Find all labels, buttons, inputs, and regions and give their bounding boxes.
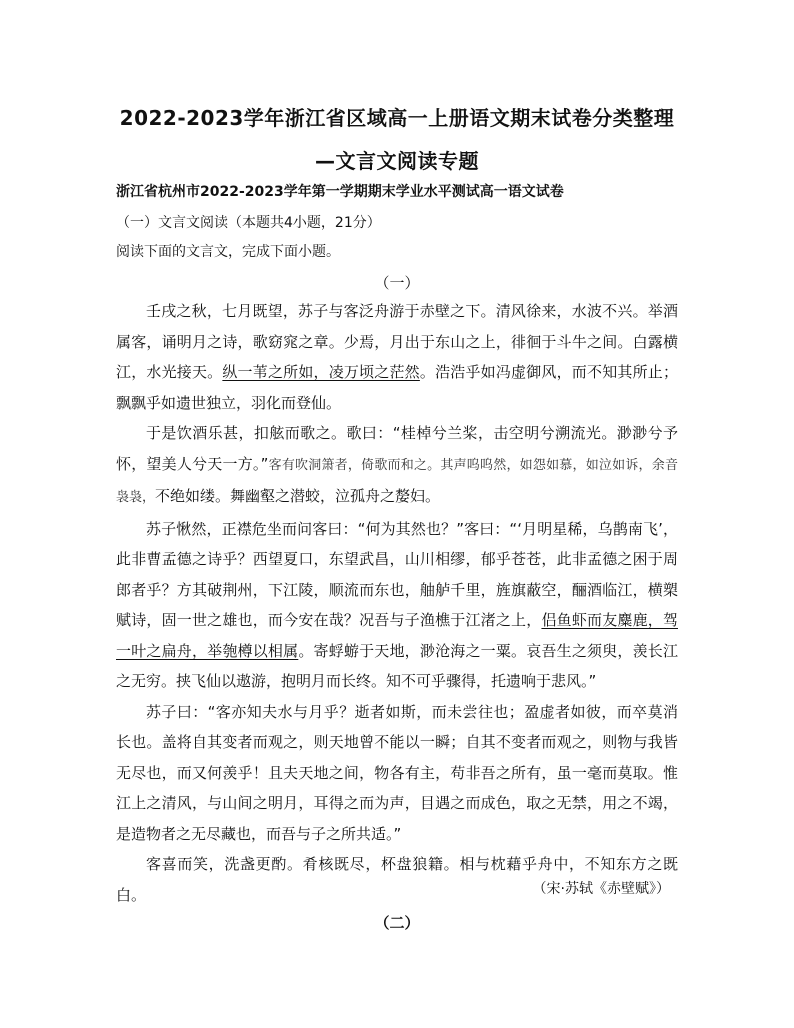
paragraph-1-text-end: 。浩浩乎如冯虚御风，而不知其所止；飘飘乎如遗世独立，羽化而登仙。 bbox=[116, 363, 678, 412]
paragraph-1-text: 壬戌之秋，七月既望，苏子与客泛舟游于赤壁之下。清风徐来，水波不兴。举酒属客，诵明月之诗，歌窈窕之章。少焉，月出于东山之上，徘徊于斗牛之间。白露横江，水光接天。 bbox=[116, 302, 678, 381]
exam-source: 浙江省杭州市2022-2023学年第一学期期末学业水平测试高一语文试卷 bbox=[116, 184, 564, 200]
part-one-heading: （一） bbox=[374, 274, 420, 292]
attribution: （宋·苏轼《赤壁赋》） bbox=[532, 881, 670, 897]
paragraph-5: 客喜而笑，洗盏更酌。肴核既尽，杯盘狼籍。相与枕藉乎舟中，不知东方之既白。 bbox=[116, 855, 678, 904]
paragraph-2-text: 于是饮酒乐甚，扣舷而歌之。歌曰：“桂棹兮兰桨，击空明兮溯流光。渺渺兮予怀，望美人兮天一方。” bbox=[116, 424, 678, 473]
paragraph-4: 苏子曰：“客亦知夫水与月乎？逝者如斯，而未尝往也；盈虚者如彼，而卒莫消长也。盖将自其变者而观之，则天地曾不能以一瞬；自其不变者而观之，则物与我皆无尽也，而又何羡乎！且夫天地之间，物各有主，苟非吾之所有，虽一毫而莫取。惟江上之清风，与山间之明月，耳得之而为声，目遇之而成色，取之无禁，用之不竭，是造物者之无尽藏也，而吾与子之所共适。” bbox=[116, 702, 678, 843]
paragraph-3-text: 苏子愀然，正襟危坐而问客曰：“何为其然也？”客曰：“‘月明星稀，乌鹊南飞’，此非曹孟德之诗乎？西望夏口，东望武昌，山川相缪，郁乎苍苍，此非孟德之困于周郎者乎？方其破荆州，下江陵，顺流而东也，舳舻千里，旌旗蔽空，酾酒临江，横槊赋诗，固一世之雄也，而今安在哉？况吾与子渔樵于江渚之上， bbox=[116, 519, 678, 629]
paragraph-1 bbox=[116, 296, 678, 418]
classical-passage bbox=[116, 296, 678, 910]
section-heading: （一）文言文阅读（本题共4小题，21分） bbox=[116, 215, 381, 231]
paragraph-2-text-end: 不绝如缕。舞幽壑之潜蛟，泣孤舟之嫠妇。 bbox=[155, 487, 441, 505]
paragraph-2-small-text: 客有吹洞箫者，倚歌而和之。其声呜呜然，如怨如慕，如泣如诉，余音袅袅， bbox=[116, 457, 678, 505]
part-two-heading: （二） bbox=[374, 914, 420, 932]
paragraph-2 bbox=[116, 418, 678, 514]
paragraph-3-text-end: 。寄蜉蝣于天地，渺沧海之一粟。哀吾生之须臾，羡长江之无穷。挟飞仙以遨游，抱明月而长终。知不可乎骤得，托遗响于悲风。” bbox=[116, 641, 678, 690]
underlined-sentence-2: 侣鱼虾而友麋鹿，驾一叶之扁舟，举匏樽以相属 bbox=[116, 611, 678, 660]
paragraph-3 bbox=[116, 514, 678, 697]
instruction-text: 阅读下面的文言文，完成下面小题。 bbox=[116, 244, 340, 260]
underlined-sentence-1: 纵一苇之所如，凌万顷之茫然 bbox=[222, 363, 420, 381]
page-title: 2022-2023学年浙江省区域高一上册语文期末试卷分类整理 bbox=[119, 106, 675, 130]
page-subtitle: —文言文阅读专题 bbox=[315, 149, 479, 173]
